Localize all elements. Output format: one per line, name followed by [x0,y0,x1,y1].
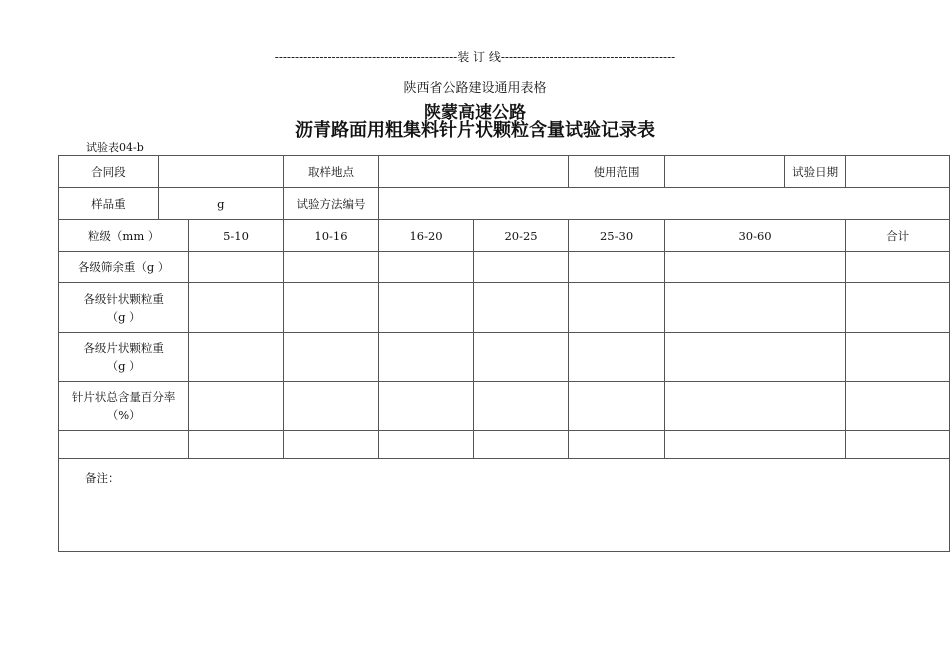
data-cell[interactable] [379,283,474,333]
sample-weight-field[interactable] [158,188,283,220]
sample-weight-label: 样品重 [59,188,159,220]
data-cell[interactable] [473,252,569,283]
data-cell[interactable] [283,283,379,333]
usage-range-label: 使用范围 [569,156,665,188]
data-cell[interactable] [569,283,665,333]
flake-weight-label: 各级片状颗粒重 （g ） [59,333,189,382]
data-cell[interactable] [189,431,283,459]
data-cell[interactable] [664,333,845,382]
data-cell[interactable] [473,333,569,382]
data-cell[interactable] [664,283,845,333]
test-method-field[interactable] [379,188,950,220]
data-cell[interactable] [846,283,950,333]
total-header: 合计 [846,220,950,252]
form-code: 试验表04-b [86,141,144,154]
size-header: 16-20 [379,220,474,252]
data-cell[interactable] [473,431,569,459]
form-title: 沥青路面用粗集料针片状颗粒含量试验记录表 [295,120,655,141]
data-cell[interactable] [664,252,845,283]
data-cell[interactable] [379,431,474,459]
data-cell[interactable] [189,283,283,333]
remarks-area[interactable] [59,459,950,552]
residue-weight-label: 各级筛余重（g ） [59,252,189,283]
data-cell[interactable] [283,431,379,459]
data-cell[interactable] [283,382,379,431]
data-cell[interactable] [283,252,379,283]
data-cell[interactable] [569,252,665,283]
size-header: 25-30 [569,220,665,252]
data-cell[interactable] [473,382,569,431]
data-cell[interactable] [664,431,845,459]
data-cell[interactable] [189,333,283,382]
data-cell[interactable] [846,333,950,382]
test-record-table [58,155,950,552]
remarks-label: 备注： [85,471,120,485]
sample-weight-unit: g [217,196,225,211]
data-cell[interactable] [846,431,950,459]
test-date-label: 试验日期 [785,156,846,188]
data-cell[interactable] [569,431,665,459]
project-title: 陕蒙高速公路 [424,103,526,123]
data-cell[interactable] [846,252,950,283]
form-subtitle: 陕西省公路建设通用表格 [403,81,547,96]
total-percent-label: 针片状总含量百分率 （%） [59,382,189,431]
test-date-field[interactable] [846,156,950,188]
sampling-location-label: 取样地点 [283,156,379,188]
data-cell[interactable] [379,382,474,431]
size-label: 粒级（mm ） [59,220,189,252]
data-cell[interactable] [189,382,283,431]
needle-weight-label: 各级针状颗粒重 （g ） [59,283,189,333]
data-cell[interactable] [189,252,283,283]
size-header: 10-16 [283,220,379,252]
data-cell[interactable] [473,283,569,333]
test-method-label: 试验方法编号 [283,188,379,220]
usage-range-field[interactable] [664,156,784,188]
binding-line: ---------------------------------------------装 订 线------------------------------------------- [274,50,676,64]
data-cell[interactable] [569,333,665,382]
size-header: 5-10 [189,220,283,252]
sampling-location-field[interactable] [379,156,569,188]
data-cell[interactable] [379,333,474,382]
contract-field[interactable] [158,156,283,188]
data-cell[interactable] [283,333,379,382]
blank-row-label[interactable] [59,431,189,459]
data-cell[interactable] [569,382,665,431]
data-cell[interactable] [664,382,845,431]
data-cell[interactable] [379,252,474,283]
size-header: 30-60 [664,220,845,252]
data-cell[interactable] [846,382,950,431]
size-header: 20-25 [473,220,569,252]
contract-label: 合同段 [59,156,159,188]
